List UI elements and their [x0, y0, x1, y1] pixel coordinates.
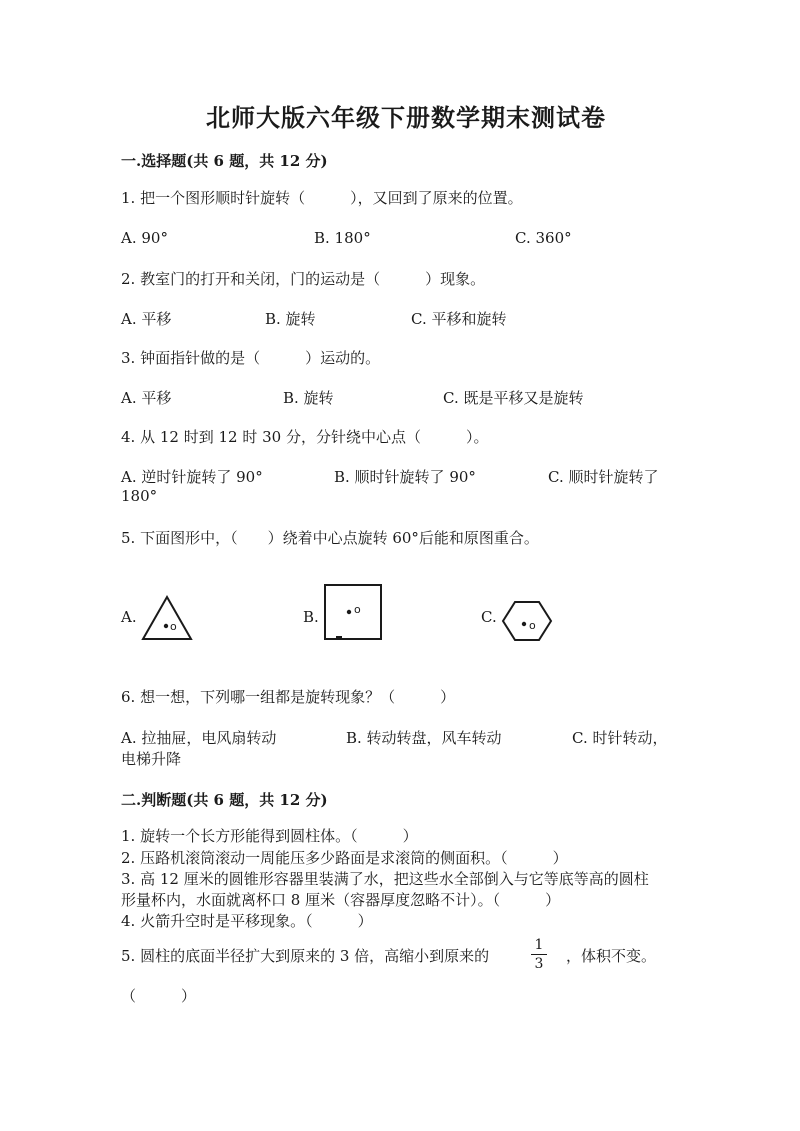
q4-option-a: A. 逆时针旋转了 90° — [121, 468, 263, 486]
question-6: 6. 想一想，下列哪一组都是旋转现象？（ ） — [121, 688, 456, 706]
question-1: 1. 把一个图形顺时针旋转（ ），又回到了原来的位置。 — [121, 189, 523, 207]
judgment-5-suffix: ，体积不变。 — [566, 947, 657, 965]
hexagon-mark: o — [529, 619, 536, 632]
question-4: 4. 从 12 时到 12 时 30 分，分针绕中心点（ ）。 — [121, 428, 489, 446]
judgment-3-line-1: 3. 高 12 厘米的圆锥形容器里装满了水，把这些水全部倒入与它等底等高的圆柱 — [121, 870, 649, 888]
judgment-5: 5. 圆柱的底面半径扩大到原来的 3 倍，高缩小到原来的 — [121, 947, 490, 965]
section-heading-choice: 一.选择题(共 6 题，共 12 分) — [121, 152, 328, 170]
judgment-3-line-2: 形量杯内，水面就离杯口 8 厘米（容器厚度忽略不计）。（ ） — [121, 891, 561, 909]
q2-option-b: B. 旋转 — [265, 310, 316, 328]
judgment-5-bracket: （ ） — [121, 987, 197, 1005]
q6-option-a: A. 拉抽屉，电风扇转动 — [121, 729, 277, 747]
q2-option-a: A. 平移 — [121, 310, 172, 328]
q5-option-b: B. — [303, 608, 319, 626]
q5-option-c: C. — [481, 608, 497, 626]
question-5: 5. 下面图形中，（ ）绕着中心点旋转 60°后能和原图重合。 — [121, 529, 539, 547]
triangle-figure — [141, 595, 193, 641]
question-2: 2. 教室门的打开和关闭，门的运动是（ ）现象。 — [121, 270, 486, 288]
judgment-4: 4. 火箭升空时是平移现象。（ ） — [121, 912, 373, 930]
q4-option-b: B. 顺时针旋转了 90° — [334, 468, 476, 486]
q3-option-a: A. 平移 — [121, 389, 172, 407]
fraction-numerator: 1 — [534, 937, 544, 953]
q2-option-c: C. 平移和旋转 — [411, 310, 507, 328]
q3-option-b: B. 旋转 — [283, 389, 334, 407]
q6-option-b: B. 转动转盘，风车转动 — [346, 729, 502, 747]
q1-option-a: A. 90° — [121, 229, 168, 247]
judgment-2: 2. 压路机滚筒滚动一周能压多少路面是求滚筒的侧面积。（ ） — [121, 849, 568, 867]
q5-option-a: A. — [121, 608, 137, 626]
square-mark: o — [354, 603, 361, 616]
q3-option-c: C. 既是平移又是旋转 — [443, 389, 584, 407]
triangle-mark: o — [170, 620, 177, 633]
fraction-one-third — [531, 937, 547, 972]
hexagon-figure — [501, 600, 553, 642]
q1-option-c: C. 360° — [515, 229, 572, 247]
question-3: 3. 钟面指针做的是（ ）运动的。 — [121, 349, 381, 367]
q6-option-c-continued: 电梯升降 — [121, 750, 182, 768]
q4-option-c-continued: 180° — [121, 487, 158, 505]
q1-option-b: B. 180° — [314, 229, 371, 247]
page-title: 北师大版六年级下册数学期末测试卷 — [206, 103, 606, 132]
judgment-1: 1. 旋转一个长方形能得到圆柱体。（ ） — [121, 827, 418, 845]
q6-option-c: C. 时针转动， — [572, 729, 668, 747]
square-figure — [324, 584, 384, 642]
section-heading-judgment: 二.判断题(共 6 题，共 12 分) — [121, 791, 328, 809]
q4-option-c: C. 顺时针旋转了 — [548, 468, 659, 486]
fraction-denominator: 3 — [534, 956, 544, 972]
